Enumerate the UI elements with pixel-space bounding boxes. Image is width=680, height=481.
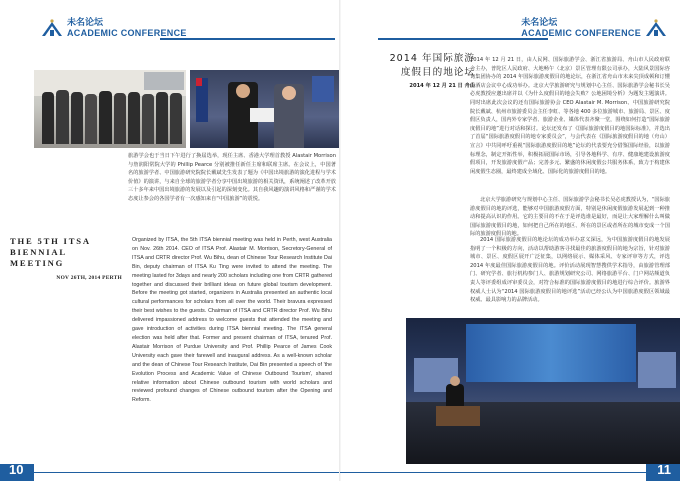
left-section-title	[10, 236, 122, 281]
right-cn-paragraph-1: 2014 年 12 月 21 日，由人民网、国际旅游学会、浙江省旅游局、舟山市人民政府联合主办，普陀区人民政府、大地畅午（北京）景区管理有限公司承办，大陆风景国际咨询集团协办的 2014 年国际旅游度假目的地论坛，在浙江省舟山市未来尖顶成顿和订懂侨酒店会议中心成功举办。北京大学旅游研究与规划中心主任、国际旅游学会秘书长吴必虎教授应邀出席并以《为什么度假目的地会失败？公地困境分析》为题发主题演讲。同时出席此次会议的还有国际旅游协会 CEO Alastair M. Morrison、中国旅游研究院院长戴斌、杭州市旅游委员会主任李虹、等各地 400 多位旅游城市、旅游局、景区、度假区负责人，国内外专家学者、旅游企业、媒体代表齐聚一堂，围绕如何打造“国际旅游度假目的地”进行对话和探讨。论坛还发布了《国际旅游度假目的地国际标准》，并选出了首届“国际旅游度假目的地专家委员会”，与会代表在《国际旅游度假目的地（舟山）宣言》中共同呼吁重视“国际旅游度假目的地”论坛的代表要充分借鉴国际经验，以旅游标理念，制定开拓性举，积极拓展国际市场，引导各地科学、有序、健康地建设旅游度假项目，开发旅游度假产品；完善多元、繁盛的休闲度假公共服务体系，致力于构建休闲度假生态圈，最终建成全域化、国际化的旅游度假目的地。	[470, 57, 670, 175]
header-title-en: ACADEMIC CONFERENCE	[67, 28, 187, 38]
right-page-number: 11	[657, 462, 671, 477]
right-header	[378, 14, 668, 42]
header-title-cn: 未名论坛	[67, 18, 104, 28]
conference-logo-icon	[644, 16, 668, 40]
right-footer-rule	[340, 472, 646, 473]
right-cn-paragraph-2: 北京大学旅游研究与规划中心主任、国际旅游学会秘书长吴必虎教授认为，“国际旅游度假目的地的评选，能够对中国旅游度假方面，特别是休闲度假旅游发展起到一种推动和提高认识的作用。它的主要目的不在于是评选谁是最好，而是让大家理解什么叫做国际旅游度假目的地，如何把自己所在的地区、所在的景区或者所在的城市变成一个国际的旅游度假目的地。	[470, 197, 670, 238]
group-photo	[34, 70, 186, 148]
right-page	[340, 0, 680, 481]
header-title-en: ACADEMIC CONFERENCE	[521, 28, 641, 38]
left-footer-rule	[34, 472, 340, 473]
conference-stage-photo	[406, 318, 680, 464]
left-header	[40, 14, 335, 42]
conference-logo-icon	[40, 16, 64, 40]
award-photo	[190, 70, 340, 148]
left-en-paragraph: Organized by ITSA, the 5th ITSA biennial meeting was held in Perth, west Australia on Nov. 26th 2014. CEO of ITSA Prof. Alastair M. Morrison, Secretory-General of ITSA and CRTR director Prof. Wu Bihu, dean of Chinese Tour Research Institute Dai Bin, deputy chairman of ITSA Ku Ting were invited to attend the meeting. The meeting lasted for 3days and nearly 200 scholars including one from CRTR gathered together and discussed their brilliant ideas on future global tourism development. Before the meeting got started, organizers in Australia presented an authentic local cultural performances for scholars from all over the world. Their bravura expressed their best wishes to the guests. Chairman of ITSA and CRTR director Prof. Wu Bihu delivered impassioned address to welcome guests that attended the meeting and gave introduction of activities during ITSA biennial meeting. The ITSA general election was held after that. Former and present chairman of ITSA, tenured Prof. Alastair Morrison of Purdue University and Prof. Phillip Pearce of James Cook University each gave their farewell and inaugural address. As a well-known scholar and the dean of Chinese Tour Research Institute, Dai Bin presented a speech of 'the Evolution Process and Academic Value of Chinese Outbound Tourism', shared relative information about Chinese outbound tourism with world scholars and reviewed profound changes of Chinese outbound tourism after the Opening and Reform.	[132, 237, 332, 404]
right-section-title-line1: 2014 年国际旅游	[389, 53, 475, 64]
right-section-title	[375, 52, 475, 89]
header-title-cn: 未名论坛	[521, 18, 558, 28]
header-rule	[160, 38, 335, 40]
left-section-date: NOV 26TH, 2014 PERTH	[56, 275, 122, 281]
right-section-title-line2: 度假目的地论坛	[400, 67, 475, 78]
header-rule	[378, 38, 548, 40]
left-section-title-line1: THE 5TH ITSA	[10, 236, 91, 246]
right-section-date: 2014 年 12 月 21 日 舟山	[409, 83, 475, 89]
left-cn-paragraph: 旅游学会也于当日下午进行了换届选举，现任主席、香港大学理首教授 Alastair Morrison 与詹润阳常院大学的 Phillip Pearce 分别被推任新任主席和联席主席。在会议上，中国著名的旅游学者、中国旅游研究院院长戴斌先生发表了题为《中国出境旅游的演化进程与学术价值》的演讲，与来自全球的旅游学者分享中国出境旅游的相关资讯，系统阐述了改革开放三十多年来中国出境旅游的发展以及引起的深刻变化。其自我风趣的演讲风格和严谨的学术态度让参会的各国学者有一次感知来自“中国旅游”的震悦。	[128, 153, 336, 202]
left-section-title-line2: BIENNIAL MEETING	[10, 247, 67, 268]
left-page-number: 10	[9, 462, 24, 477]
right-cn-paragraph-3: 2014 国际旅游度假目的地论坛的成功举办意义深远，为中国旅游度假目的地发展指明了一个积极的方向，活动以帮助游客寻找最佳的旅游度假目的地为宗旨，针对旅游城市、景区、度假区展开广泛征集，以网络展示、媒体采风、专家评审等方式，评选 2014 年度最佳国际旅游度假目的地。评价活动展现智慧搜供学术指导，由旅游管理部门、研究学者、旅行机构参门人、旅游规划研究公司、网络旅游平台、门户网站频道负责人等评委组成评审委员会，对符合标准的国际旅游度假目的地进行综合评价。旅游界权威人士认为“2014 国际旅游度假目的地评选”活动已经公认为中国旅游度假区领域最权威、最具影响力的品牌活动。	[470, 237, 670, 304]
